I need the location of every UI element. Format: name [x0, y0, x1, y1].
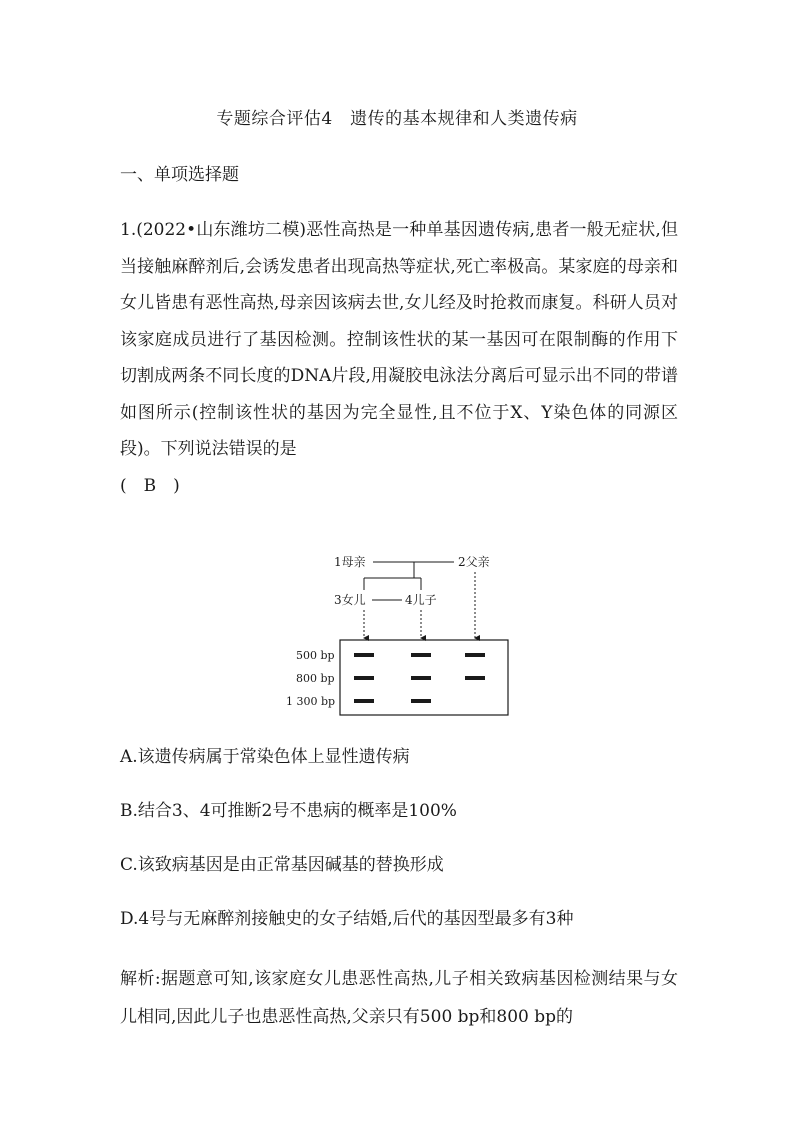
label-father: 2父亲 — [458, 555, 490, 569]
analysis-text: 解析:据题意可知,该家庭女儿患恶性高热,儿子相关致病基因检测结果与女儿相同,因此儿子也患恶性高热,父亲只有500 bp和800 bp的 — [120, 969, 678, 1027]
question-answer: ( B ) — [120, 475, 180, 496]
gel-bands — [354, 653, 485, 703]
band-lane3-500 — [465, 653, 485, 657]
page-title: 专题综合评估4 遗传的基本规律和人类遗传病 — [216, 109, 578, 129]
band-lane2-800 — [411, 676, 431, 680]
band-label-800: 800 bp — [296, 672, 335, 685]
label-daughter: 3女儿 — [334, 593, 366, 607]
question-stem: 1.(2022•山东潍坊二模)恶性高热是一种单基因遗传病,患者一般无症状,但当接触麻醉剂后,会诱发患者出现高热等症状,死亡率极高。某家庭的母亲和女儿皆患有恶性高热,母亲因该病去世,女儿经及时抢救而康复。科研人员对该家庭成员进行了基因检测。控制该性状的某一基因可在限制酶的作用下切割成两条不同长度的DNA片段,用凝胶电泳法分离后可显示出不同的带谱如图所示(控制该性状的基因为完全显性,且不位于X、Y染色体的同源区段)。下列说法错误的是 — [120, 220, 678, 459]
band-label-500: 500 bp — [296, 649, 335, 662]
label-son: 4儿子 — [405, 593, 437, 607]
section-heading: 一、单项选择题 — [120, 165, 239, 185]
band-lane1-800 — [354, 676, 374, 680]
electrophoresis-figure — [278, 548, 518, 720]
option-d: D.4号与无麻醉剂接触史的女子结婚,后代的基因型最多有3种 — [120, 909, 574, 929]
option-a: A.该遗传病属于常染色体上显性遗传病 — [120, 747, 410, 767]
band-lane2-500 — [411, 653, 431, 657]
band-lane1-500 — [354, 653, 374, 657]
question-1 — [120, 212, 678, 504]
option-b: B.结合3、4可推断2号不患病的概率是100% — [120, 801, 457, 821]
band-label-1300: 1 300 bp — [286, 695, 336, 708]
option-c: C.该致病基因是由正常基因碱基的替换形成 — [120, 855, 444, 875]
label-mother: 1母亲 — [334, 555, 366, 569]
band-lane1-1300 — [354, 699, 374, 703]
band-lane2-1300 — [411, 699, 431, 703]
band-lane3-800 — [465, 676, 485, 680]
